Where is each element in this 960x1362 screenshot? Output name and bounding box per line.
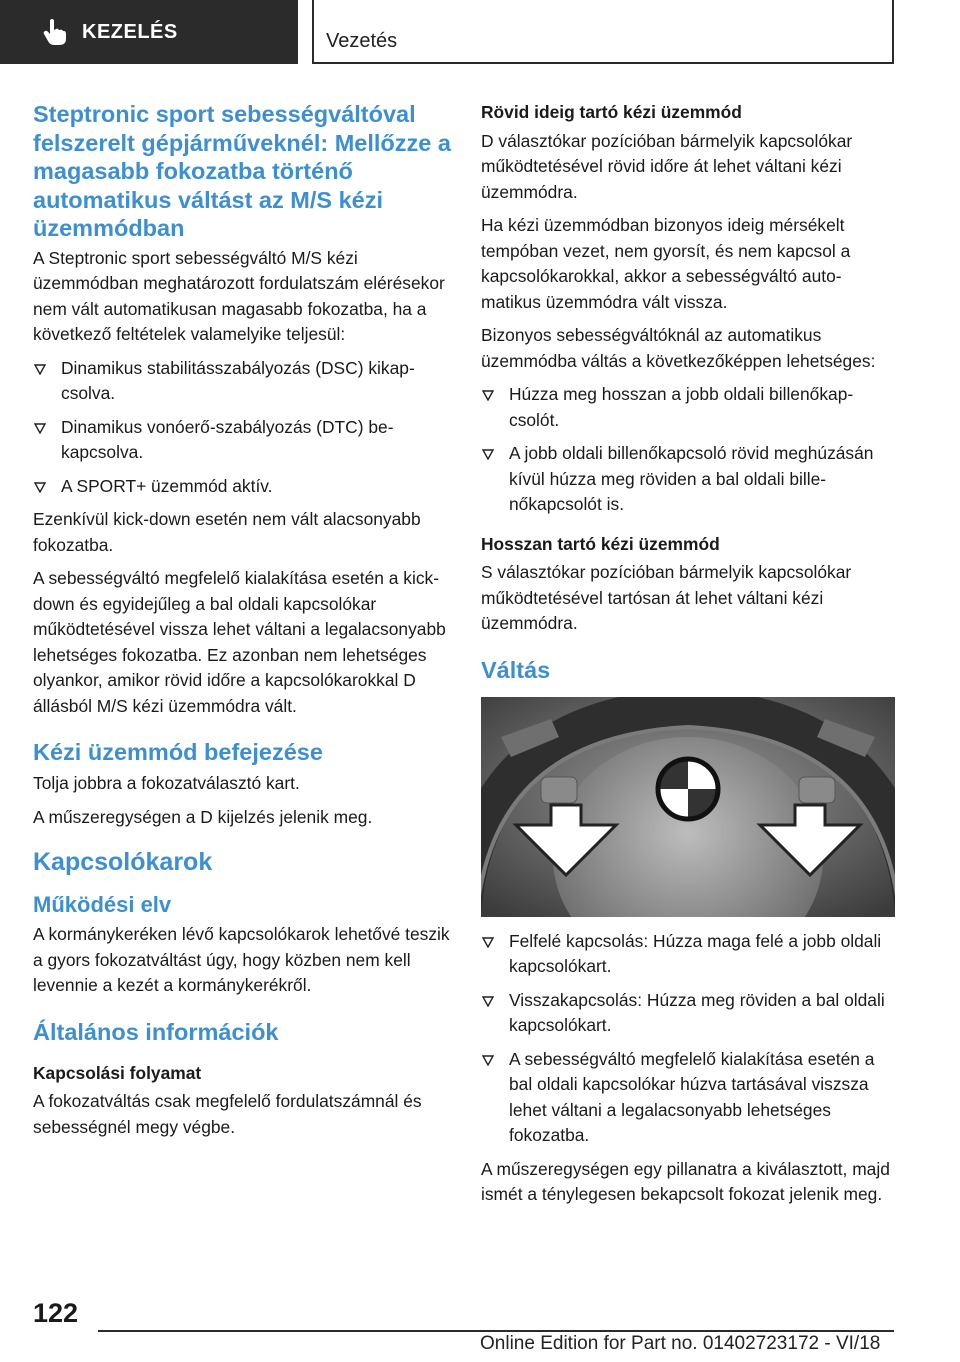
paragraph: Bizonyos sebességváltóknál az automatikus üzemmódba váltás a következőképpen lehetséges: bbox=[481, 325, 876, 371]
paragraph: A műszeregységen a D kijelzés jelenik meg. bbox=[33, 806, 373, 827]
list-item-text: Visszakapcsolás: Húzza meg röviden a bal oldali kapcsolókart. bbox=[509, 989, 885, 1035]
paragraph: Ezenkívül kick-down esetén nem vált alacsonyabb fokozatba. bbox=[33, 509, 421, 555]
triangle-bullet-icon bbox=[482, 390, 494, 401]
bullet-list bbox=[33, 356, 451, 500]
triangle-bullet-icon bbox=[482, 996, 494, 1007]
heading-operating-principle: Működési elv bbox=[33, 892, 172, 917]
section-label: KEZELÉS bbox=[82, 20, 178, 43]
heading-short-manual-mode: Rövid ideig tartó kézi üzemmód bbox=[481, 102, 742, 122]
heading-general-info: Általános információk bbox=[33, 1018, 279, 1045]
list-item-text: Húzza meg hosszan a jobb oldali billenőkapcsolót. bbox=[509, 384, 854, 430]
footer-rule bbox=[98, 1330, 894, 1332]
paragraph: Ha kézi üzemmódban bizonyos ideig mérsékelt tempóban vezet, nem gyorsít, és nem kapcsol a kapcsolókarokkal, akkor a sebességváltó automatikus üzemmódra vált vissza. bbox=[481, 215, 851, 312]
heading-shift-paddles: Kapcsolókarok bbox=[33, 848, 213, 876]
list-item bbox=[33, 415, 451, 466]
list-item bbox=[33, 474, 451, 500]
triangle-bullet-icon bbox=[34, 364, 46, 375]
paragraph: A Steptronic sport sebességváltó M/S kézi üzemmódban meghatározott fordulatszám elérésekor nem vált automatikusan magasabb fokozatba, ha a következő feltételek valamelyike teljesül: bbox=[33, 247, 445, 344]
steering-wheel-illustration bbox=[481, 697, 895, 917]
bullet-list bbox=[481, 382, 895, 518]
paragraph: D választókar pozícióban bármelyik kapcsolókar működtetésével rövid időre át lehet váltani kézi üzemmódra. bbox=[481, 130, 853, 202]
list-item bbox=[481, 929, 895, 980]
list-item bbox=[481, 1047, 895, 1149]
list-item-text: Felfelé kapcsolás: Húzza maga felé a jobb oldali kapcsolókart. bbox=[509, 930, 882, 976]
list-item bbox=[481, 988, 895, 1039]
triangle-bullet-icon bbox=[34, 423, 46, 434]
list-item-text: A SPORT+ üzemmód aktív. bbox=[61, 475, 273, 496]
list-item-text: Dinamikus vonóerő-szabályozás (DTC) bekapcsolva. bbox=[61, 416, 394, 462]
list-item-text: A sebességváltó megfelelő kialakítása esetén a bal oldali kapcsolókar húzva tartásával viszsza lehet váltani a legalacsonyabb lehetséges fokozatba. bbox=[509, 1048, 875, 1145]
triangle-bullet-icon bbox=[482, 449, 494, 460]
edition-info: Online Edition for Part no. 01402723172 - VI/18 bbox=[480, 1333, 881, 1354]
bullet-list bbox=[481, 929, 895, 1149]
list-item bbox=[481, 382, 895, 433]
heading-shift-process: Kapcsolási folyamat bbox=[33, 1062, 202, 1083]
heading-manual-mode-end: Kézi üzemmód befejezése bbox=[33, 739, 323, 765]
page-number: 122 bbox=[33, 1298, 79, 1328]
list-item-text: Dinamikus stabilitásszabályozás (DSC) kikapcsolva. bbox=[61, 357, 415, 403]
pointing-hand-icon bbox=[42, 18, 68, 46]
triangle-bullet-icon bbox=[34, 482, 46, 493]
paragraph: A sebességváltó megfelelő kialakítása esetén a kick-down és egyidejűleg a bal oldali kapcsolókar működtetésével vissza lehet váltani a legalacsonyabb lehetséges fokozatba. Ez azonban nem lehetséges olyankor, amikor rövid időre a kapcsolókarokkal D állásból M/S kézi üzemmódra vált. bbox=[33, 568, 446, 716]
paragraph: Tolja jobbra a fokozatválasztó kart. bbox=[33, 773, 300, 793]
list-item-text: A jobb oldali billenőkapcsoló rövid meghúzásán kívül húzza meg röviden a bal oldali billenőkapcsolót is. bbox=[509, 443, 874, 514]
heading-long-manual-mode: Hosszan tartó kézi üzemmód bbox=[481, 533, 720, 554]
heading-shifting: Váltás bbox=[481, 656, 551, 683]
chapter-title: Vezetés bbox=[326, 30, 398, 52]
steering-wheel-image bbox=[481, 697, 895, 917]
section-tab bbox=[0, 0, 298, 64]
triangle-bullet-icon bbox=[482, 937, 494, 948]
paragraph: A kormánykeréken lévő kapcsolókarok lehetővé teszik a gyors fokozatváltást úgy, hogy közben nem kell levennie a kezét a kormánykerékről. bbox=[33, 924, 450, 995]
paragraph: A fokozatváltás csak megfelelő fordulatszámnál és sebességnél megy végbe. bbox=[33, 1091, 422, 1137]
heading-steptronic: Steptronic sport sebességváltóval felszerelt gépjárműveknél: Mellőzze a magasabb fokozatba történő automatikus váltást az M/S kézi üzemmódban bbox=[33, 101, 451, 241]
list-item bbox=[481, 441, 895, 518]
header-frame bbox=[312, 0, 894, 64]
list-item bbox=[33, 356, 451, 407]
paragraph: A műszeregységen egy pillanatra a kiválasztott, majd ismét a ténylegesen bekapcsolt fokozat jelenik meg. bbox=[481, 1158, 890, 1204]
paragraph: S választókar pozícióban bármelyik kapcsolókar működtetésével tartósan át lehet váltani kézi üzemmódra. bbox=[481, 562, 852, 633]
left-column bbox=[33, 100, 451, 1148]
triangle-bullet-icon bbox=[482, 1055, 494, 1066]
right-column bbox=[481, 100, 895, 1216]
